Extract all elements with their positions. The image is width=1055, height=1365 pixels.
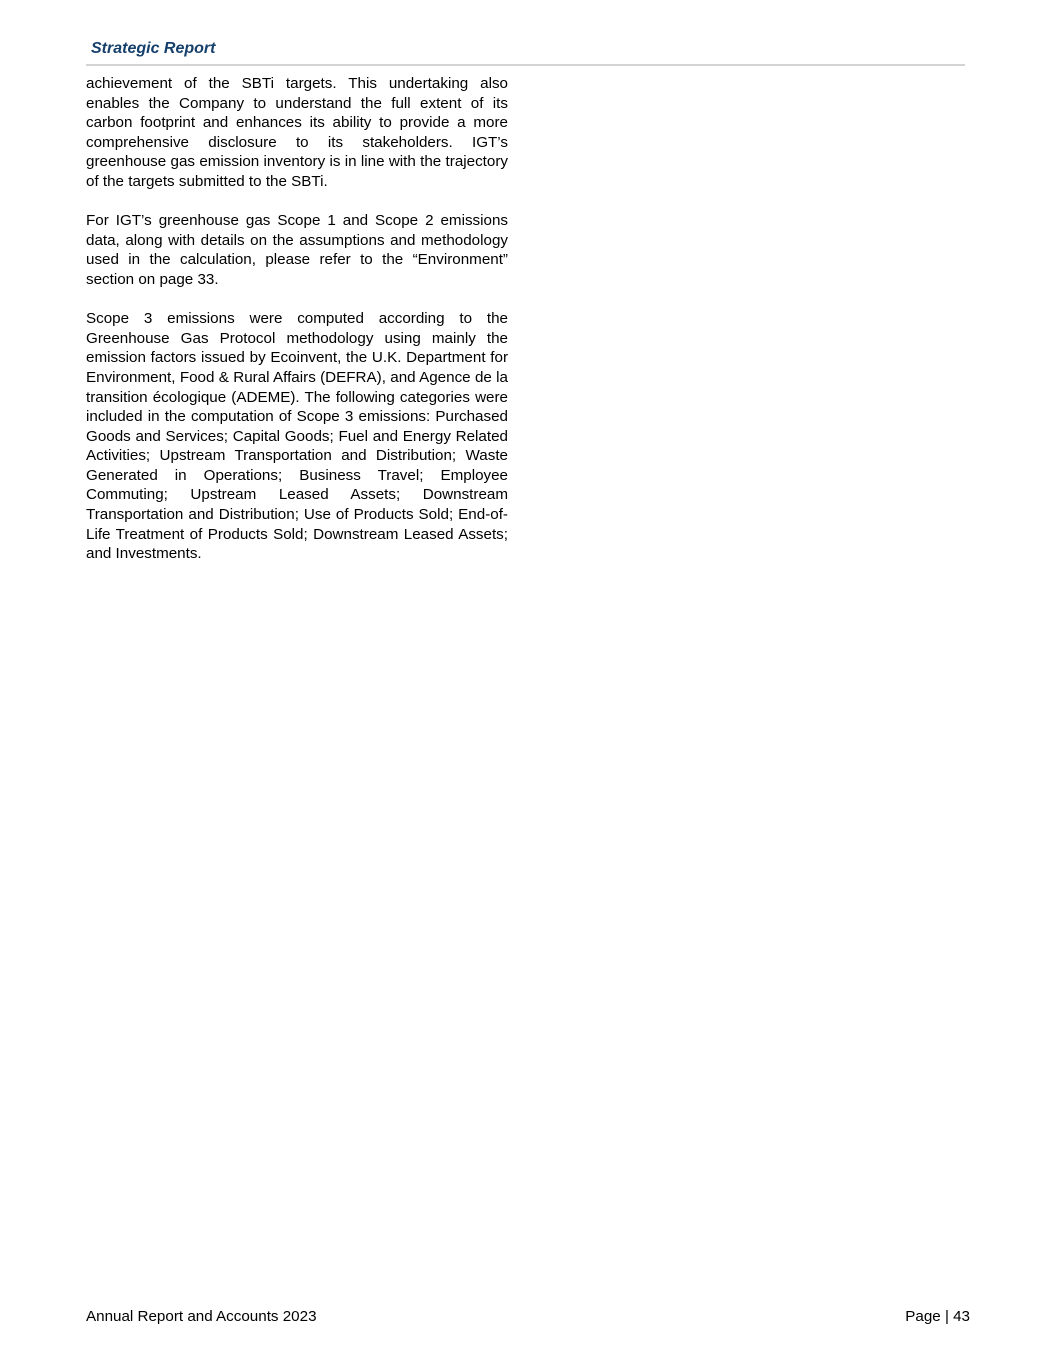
footer-document-title: Annual Report and Accounts 2023 <box>86 1308 317 1325</box>
page-footer <box>86 1308 970 1328</box>
paragraph-sbti-targets: achievement of the SBTi targets. This undertaking also enables the Company to understand the full extent of its carbon footprint and enhances its ability to provide a more comprehensive disclosure to its stakeholders. IGT’s greenhouse gas emission inventory is in line with the trajectory of the targets submitted to the SBTi. <box>86 75 508 190</box>
paragraph-scope-1-2: For IGT’s greenhouse gas Scope 1 and Scope 2 emissions data, along with details on the assumptions and methodology used in the calculation, please refer to the “Environment” section on page 33. <box>86 212 508 288</box>
body-text-column <box>86 74 508 583</box>
footer-page-number: Page | 43 <box>905 1308 970 1325</box>
paragraph-scope-3: Scope 3 emissions were computed according to the Greenhouse Gas Protocol methodology using mainly the emission factors issued by Ecoinvent, the U.K. Department for Environment, Food & Rural Affairs (DEFRA), and Agence de la transition écologique (ADEME). The following categories were included in the computation of Scope 3 emissions: Purchased Goods and Services; Capital Goods; Fuel and Energy Related Activities; Upstream Transportation and Distribution; Waste Generated in Operations; Business Travel; Employee Commuting; Upstream Leased Assets; Downstream Transportation and Distribution; Use of Products Sold; End-of-Life Treatment of Products Sold; Downstream Leased Assets; and Investments. <box>86 310 508 563</box>
page-header <box>86 36 965 66</box>
section-title: Strategic Report <box>91 40 216 57</box>
